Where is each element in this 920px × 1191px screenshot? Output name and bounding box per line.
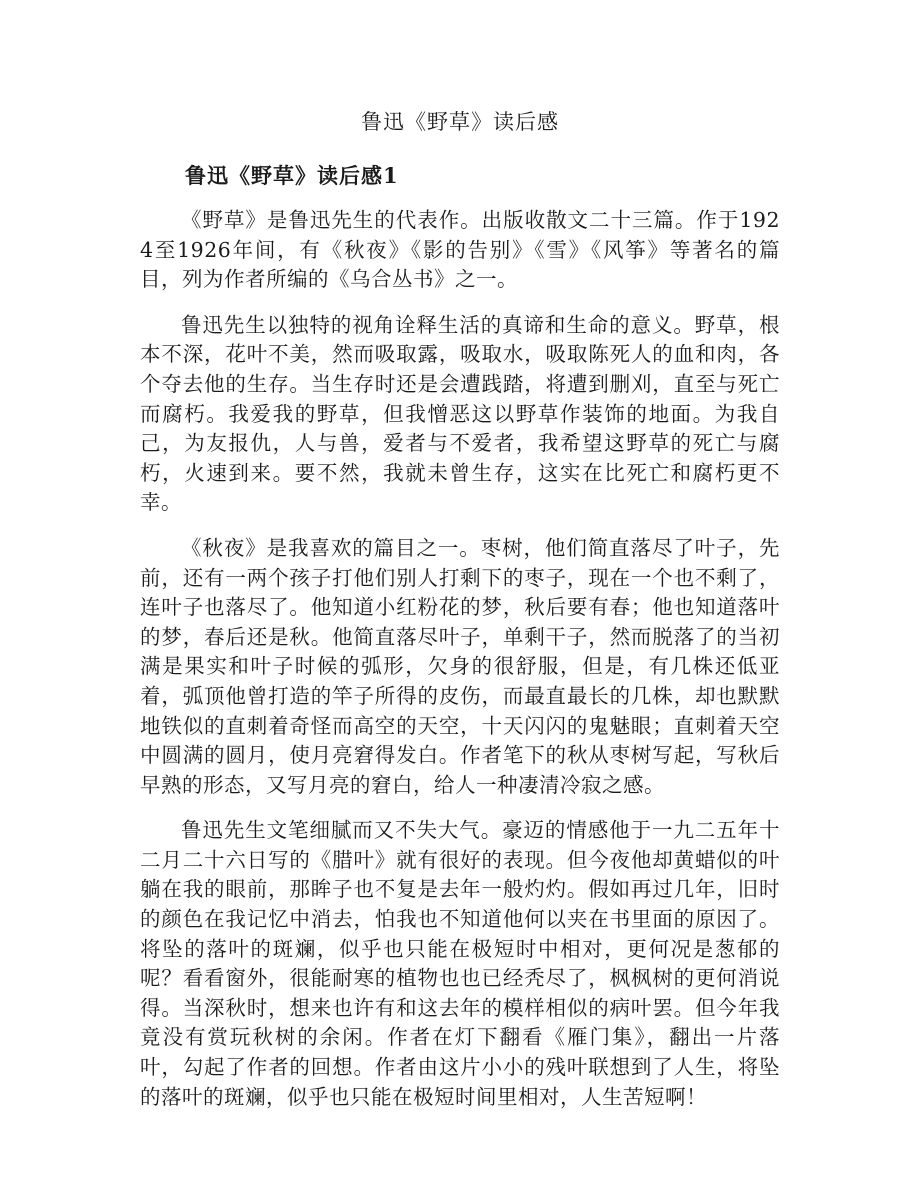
document-body [140,206,780,1128]
section-heading: 鲁迅《野草》读后感1 [185,163,399,188]
paragraph-meaning: 鲁迅先生以独特的视角诠释生活的真谛和生命的意义。野草，根本不深，花叶不美，然而吸取露，吸取水，吸取陈死人的血和肉，各个夺去他的生存。当生存时还是会遭践踏，将遭到删刈，直至与死亡而腐朽。我爱我的野草，但我憎恶这以野草作装饰的地面。为我自己，为友报仇，人与兽，爱者与不爱者，我希望这野草的死亡与腐朽，火速到来。要不然，我就未曾生存，这实在比死亡和腐朽更不幸。 [140,312,780,515]
paragraph-style: 鲁迅先生文笔细腻而又不失大气。豪迈的情感他于一九二五年十二月二十六日写的《腊叶》就有很好的表现。但今夜他却黄蜡似的叶躺在我的眼前，那眸子也不复是去年一般灼灼。假如再过几年，旧时的颜色在我记忆中消去，怕我也不知道他何以夹在书里面的原因了。将坠的落叶的斑斓，似乎也只能在极短时中相对，更何况是葱郁的呢？看看窗外，很能耐寒的植物也也已经秃尽了，枫枫树的更何消说得。当深秋时，想来也许有和这去年的模样相似的病叶罢。但今年我竟没有赏玩秋树的余闲。作者在灯下翻看《雁门集》，翻出一片落叶，勾起了作者的回想。作者由这片小小的残叶联想到了人生，将坠的落叶的斑斓，似乎也只能在极短时间里相对，人生苦短啊！ [140,818,780,1109]
paragraph-autumn-night: 《秋夜》是我喜欢的篇目之一。枣树，他们简直落尽了叶子，先前，还有一两个孩子打他们别人打剩下的枣子，现在一个也不剩了，连叶子也落尽了。他知道小红粉花的梦，秋后要有春；他也知道落叶的梦，春后还是秋。他简直落尽叶子，单剩干子，然而脱落了的当初满是果实和叶子时候的弧形，欠身的很舒服，但是，有几株还低亚着，弧顶他曾打造的竿子所得的皮伤，而最直最长的几株，却也默默地铁似的直刺着奇怪而高空的天空，十天闪闪的鬼魅眼；直刺着天空中圆满的圆月，使月亮窘得发白。作者笔下的秋从枣树写起，写秋后早熟的形态，又写月亮的窘白，给人一种凄清冷寂之感。 [140,535,780,797]
paragraph-intro: 《野草》是鲁迅先生的代表作。出版收散文二十三篇。作于1924至1926年间，有《秋夜》《影的告别》《雪》《风筝》等著名的篇目，列为作者所编的《乌合丛书》之一。 [140,208,780,292]
document-title: 鲁迅《野草》读后感 [361,110,559,134]
